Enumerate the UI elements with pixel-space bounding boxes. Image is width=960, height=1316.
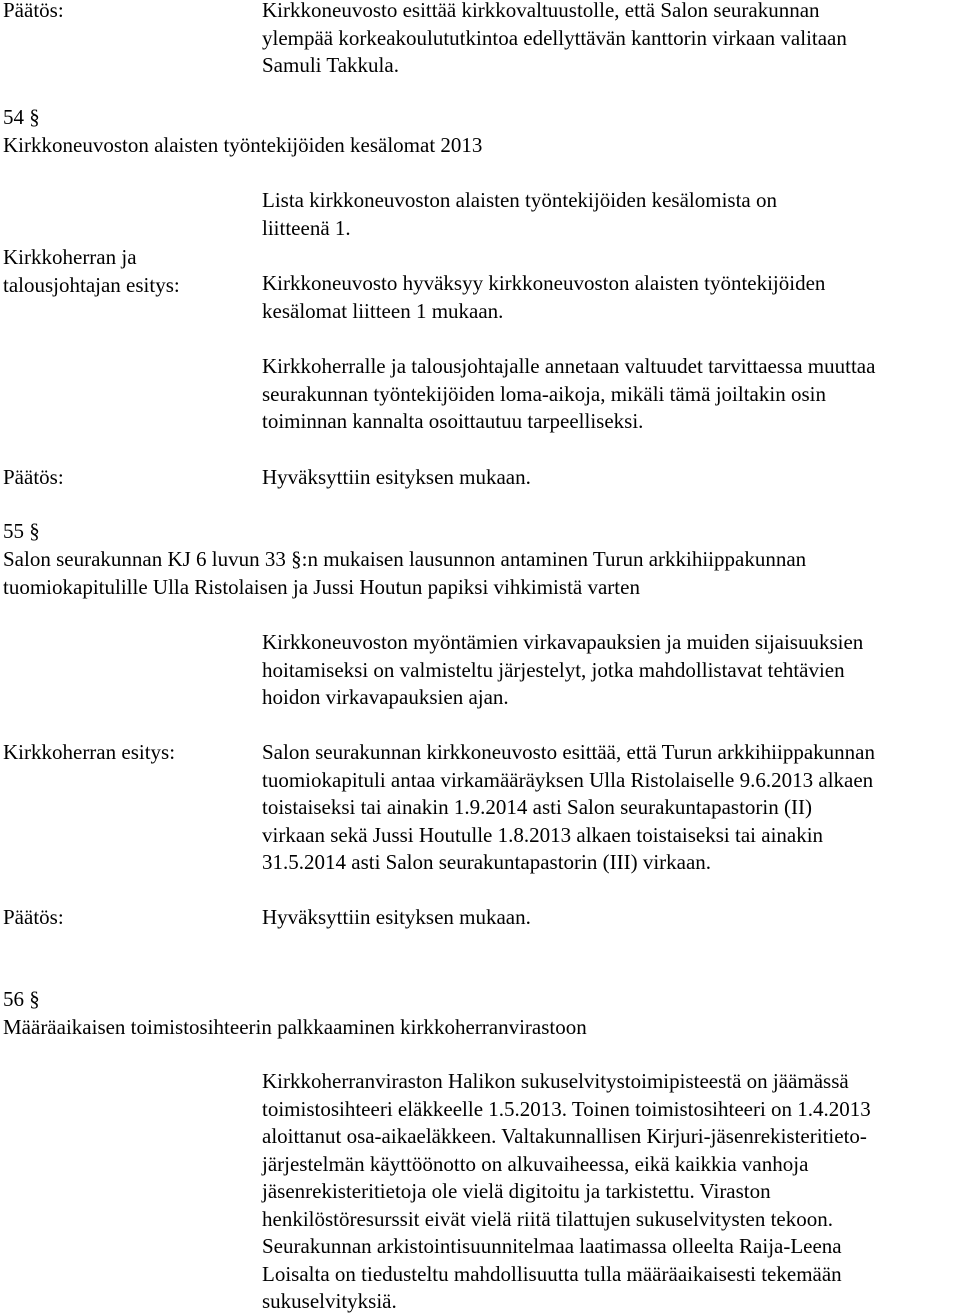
section-54-paragraph-2: Kirkkoneuvosto hyväksyy kirkkoneuvoston alaisten työntekijöiden kesälomat liitteen 1 mukaan. — [262, 271, 826, 323]
section-54-number: 54 § — [3, 105, 40, 129]
section-56-title: Määräaikaisen toimistosihteerin palkkaaminen kirkkoherranvirastoon — [3, 1015, 587, 1039]
section-56-number: 56 § — [3, 987, 40, 1011]
section-54-paragraph-1: Lista kirkkoneuvoston alaisten työntekijöiden kesälomista on liitteenä 1. — [262, 188, 777, 240]
section-55-paragraph-1: Kirkkoneuvoston myöntämien virkavapauksien ja muiden sijaisuuksien hoitamiseksi on valmisteltu järjestelyt, jotka mahdollistavat tehtävien hoidon virkavapauksien ajan. — [262, 630, 864, 709]
section-55-paatos-label: Päätös: — [3, 905, 64, 929]
section-55-paatos-text: Hyväksyttiin esityksen mukaan. — [262, 905, 531, 929]
section-54-title: Kirkkoneuvoston alaisten työntekijöiden kesälomat 2013 — [3, 133, 483, 157]
section-55-number: 55 § — [3, 519, 40, 543]
section-54-paatos-text: Hyväksyttiin esityksen mukaan. — [262, 465, 531, 489]
section-54-paatos-label: Päätös: — [3, 465, 64, 489]
section-55-paragraph-2: Salon seurakunnan kirkkoneuvosto esittää, että Turun arkkihiippakunnan tuomiokapituli antaa virkamääräyksen Ulla Ristolaiselle 9.6.2013 alkaen toistaiseksi tai ainakin 1.9.2014 asti Salon seurakuntapastorin (II) virkaan sekä Jussi Houtulle 1.8.2013 alkaen toistaiseksi tai ainakin 31.5.2014 asti Salon seurakuntapastorin (III) virkaan. — [262, 740, 875, 874]
section-54-esitys-label: Kirkkoherran ja talousjohtajan esitys: — [3, 245, 180, 297]
section-54-paragraph-3: Kirkkoherralle ja talousjohtajalle annetaan valtuudet tarvittaessa muuttaa seurakunnan työntekijöiden loma-aikoja, mikäli tämä joiltakin osin toiminnan kannalta osoittautuu tarpeelliseksi. — [262, 354, 876, 433]
paatos-label: Päätös: — [3, 0, 64, 22]
section-56-paragraph-1: Kirkkoherranviraston Halikon sukuselvitystoimipisteestä on jäämässä toimistosihteeri eläkkeelle 1.5.2013. Toinen toimistosihteeri on 1.4.2013 aloittanut osa-aikaeläkkeen. Valtakunnallisen Kirjuri-jäsenrekisteritieto- järjestelmän käyttöönotto on alkuvaiheessa, eikä kaikkia vanhoja jäsenrekisteritietoja ole vielä digitoitu ja tarkistettu. Viraston henkilöstöresurssit eivät vielä riitä tilattujen sukuselvitysten tekoon. Seurakunnan arkistointisuunnitelmaa laatimassa olleelta Raija-Leena Loisalta on tiedusteltu mahdollisuutta tulla määräaikaisesti tekemään sukuselvityksiä. — [262, 1069, 871, 1313]
section-55-esitys-label: Kirkkoherran esitys: — [3, 740, 176, 764]
paatos-text: Kirkkoneuvosto esittää kirkkovaltuustolle, että Salon seurakunnan ylempää korkeakoulututkintoa edellyttävän kanttorin virkaan valitaan Samuli Takkula. — [262, 0, 847, 77]
section-55-title: Salon seurakunnan KJ 6 luvun 33 §:n mukaisen lausunnon antaminen Turun arkkihiippakunnan tuomiokapitulille Ulla Ristolaisen ja Jussi Houtun papiksi vihkimistä varten — [3, 547, 807, 599]
